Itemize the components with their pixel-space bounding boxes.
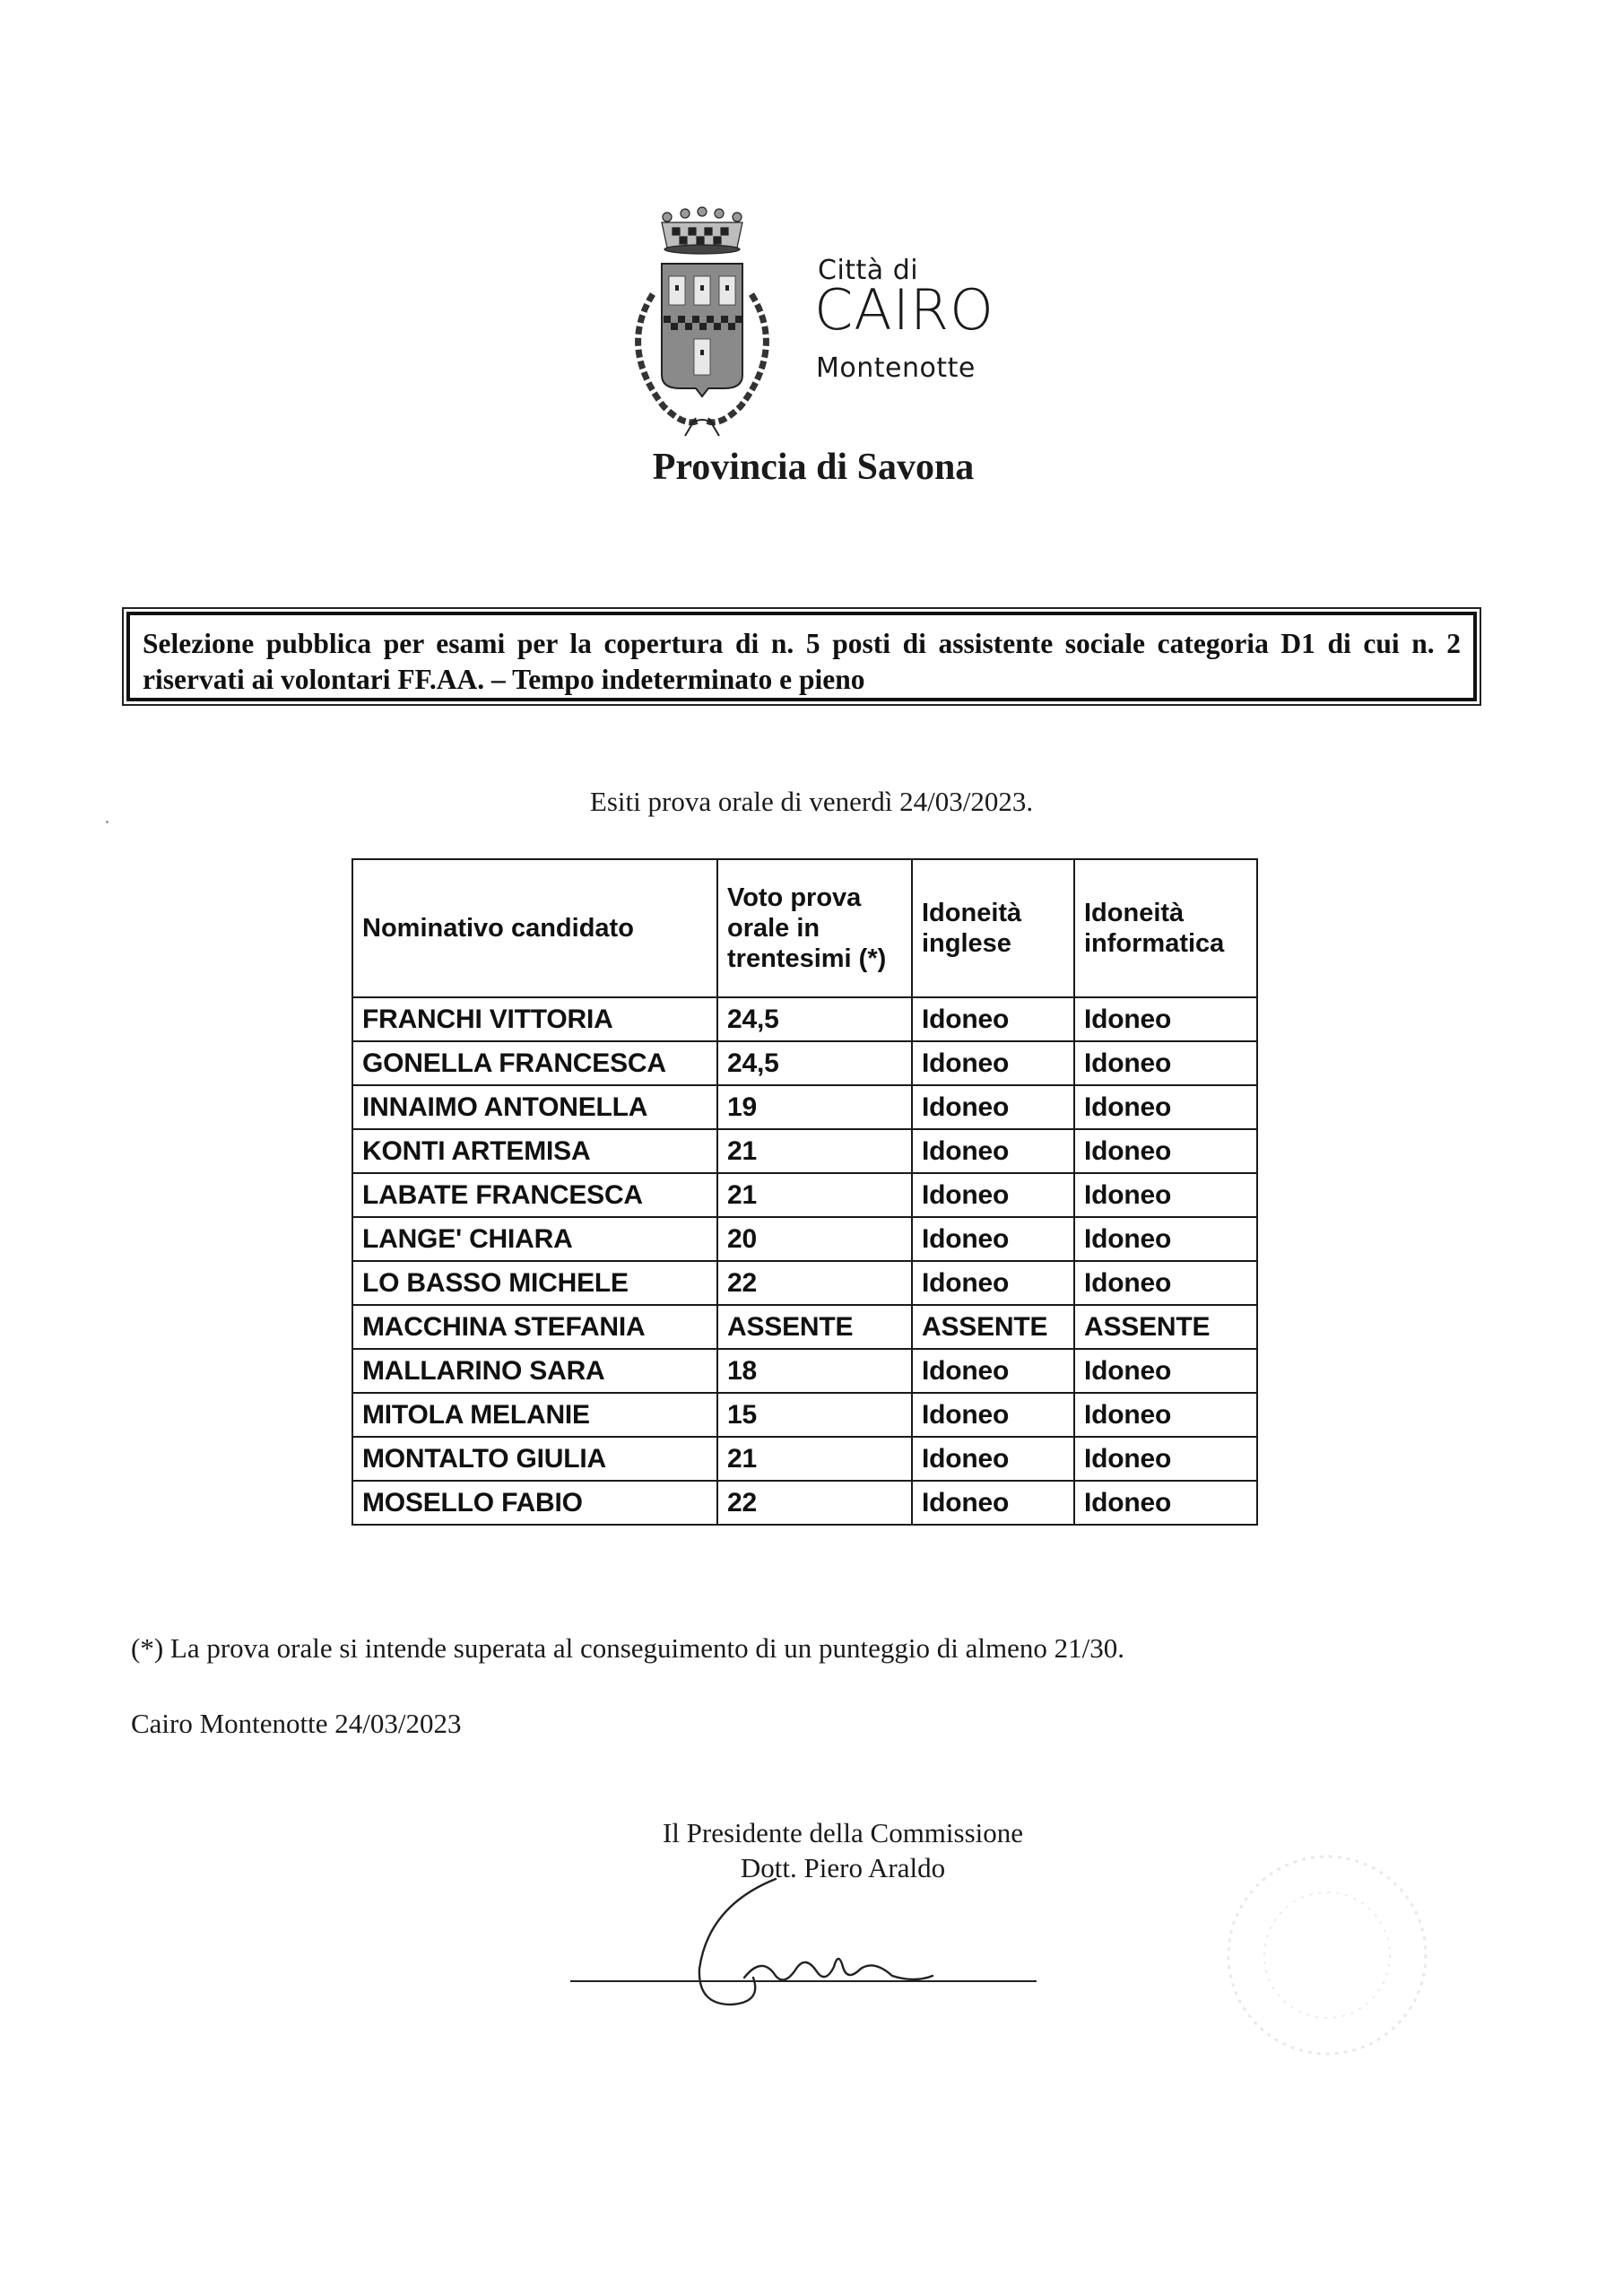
city-suffix: Montenotte — [816, 352, 976, 384]
informatics-result: Idoneo — [1074, 1217, 1257, 1261]
oral-score: 21 — [717, 1173, 912, 1217]
informatics-result: Idoneo — [1074, 1349, 1257, 1393]
signature-icon — [690, 1870, 1013, 2022]
informatics-result: Idoneo — [1074, 1129, 1257, 1173]
candidate-name: LABATE FRANCESCA — [352, 1173, 717, 1217]
table-row — [352, 997, 1257, 1041]
table-row — [352, 1349, 1257, 1393]
header-english: Idoneità inglese — [912, 859, 1074, 997]
oral-score: 22 — [717, 1261, 912, 1305]
candidate-name: MITOLA MELANIE — [352, 1393, 717, 1437]
header-oral-score: Voto prova orale in trentesimi (*) — [717, 859, 912, 997]
candidate-name: MOSELLO FABIO — [352, 1481, 717, 1525]
informatics-result: Idoneo — [1074, 1041, 1257, 1085]
informatics-result: Idoneo — [1074, 1481, 1257, 1525]
oral-score: 21 — [717, 1129, 912, 1173]
table-header-row — [352, 859, 1257, 997]
province-heading: Provincia di Savona — [652, 447, 975, 488]
candidate-name: MACCHINA STEFANIA — [352, 1305, 717, 1349]
english-result: Idoneo — [912, 1261, 1074, 1305]
results-table — [352, 858, 1258, 1526]
english-result: Idoneo — [912, 1393, 1074, 1437]
candidate-name: FRANCHI VITTORIA — [352, 997, 717, 1041]
table-row — [352, 1085, 1257, 1129]
oral-score: 15 — [717, 1393, 912, 1437]
candidate-name: LO BASSO MICHELE — [352, 1261, 717, 1305]
header-informatics: Idoneità informatica — [1074, 859, 1257, 997]
place-date: Cairo Montenotte 24/03/2023 — [131, 1708, 462, 1739]
english-result: Idoneo — [912, 1437, 1074, 1481]
informatics-result: ASSENTE — [1074, 1305, 1257, 1349]
oral-score: 22 — [717, 1481, 912, 1525]
candidate-name: GONELLA FRANCESCA — [352, 1041, 717, 1085]
city-name: CAIRO — [814, 277, 994, 343]
candidate-name: INNAIMO ANTONELLA — [352, 1085, 717, 1129]
document-title: Selezione pubblica per esami per la copertura di n. 5 posti di assistente sociale categoria D1 di cui n. 2 riservati ai volontari FF.AA. – Tempo indeterminato e pieno — [143, 628, 1461, 695]
table-row — [352, 1437, 1257, 1481]
oral-score: 19 — [717, 1085, 912, 1129]
informatics-result: Idoneo — [1074, 1173, 1257, 1217]
candidate-name: MALLARINO SARA — [352, 1349, 717, 1393]
english-result: Idoneo — [912, 997, 1074, 1041]
oral-score: 18 — [717, 1349, 912, 1393]
english-result: Idoneo — [912, 1129, 1074, 1173]
informatics-result: Idoneo — [1074, 1261, 1257, 1305]
table-row — [352, 1481, 1257, 1525]
english-result: Idoneo — [912, 1173, 1074, 1217]
informatics-result: Idoneo — [1074, 1085, 1257, 1129]
faint-stamp-icon — [1193, 1839, 1462, 2063]
table-body — [352, 997, 1257, 1525]
title-box — [122, 607, 1481, 706]
english-result: Idoneo — [912, 1041, 1074, 1085]
informatics-result: Idoneo — [1074, 1437, 1257, 1481]
table-row — [352, 1393, 1257, 1437]
candidate-name: MONTALTO GIULIA — [352, 1437, 717, 1481]
english-result: Idoneo — [912, 1349, 1074, 1393]
footnote: (*) La prova orale si intende superata al conseguimento di un punteggio di almeno 21/30. — [131, 1632, 1124, 1664]
signer-name: Dott. Piero Araldo — [740, 1852, 946, 1883]
table-row — [352, 1173, 1257, 1217]
oral-score: 24,5 — [717, 1041, 912, 1085]
oral-score: 24,5 — [717, 997, 912, 1041]
english-result: ASSENTE — [912, 1305, 1074, 1349]
table-row — [352, 1041, 1257, 1085]
title-box-inner — [126, 612, 1477, 701]
scan-artifact — [106, 821, 108, 823]
results-subtitle: Esiti prova orale di venerdì 24/03/2023. — [589, 786, 1034, 817]
table-row — [352, 1129, 1257, 1173]
oral-score: 20 — [717, 1217, 912, 1261]
candidate-name: KONTI ARTEMISA — [352, 1129, 717, 1173]
table-row — [352, 1217, 1257, 1261]
coat-of-arms-icon — [610, 204, 794, 439]
informatics-result: Idoneo — [1074, 997, 1257, 1041]
header-candidate: Nominativo candidato — [352, 859, 717, 997]
city-prefix: Città di — [818, 255, 919, 286]
table-row — [352, 1261, 1257, 1305]
table-row — [352, 1305, 1257, 1349]
english-result: Idoneo — [912, 1085, 1074, 1129]
informatics-result: Idoneo — [1074, 1393, 1257, 1437]
english-result: Idoneo — [912, 1481, 1074, 1525]
candidate-name: LANGE' CHIARA — [352, 1217, 717, 1261]
english-result: Idoneo — [912, 1217, 1074, 1261]
oral-score: 21 — [717, 1437, 912, 1481]
signer-role: Il Presidente della Commissione — [662, 1817, 1024, 1848]
oral-score: ASSENTE — [717, 1305, 912, 1349]
